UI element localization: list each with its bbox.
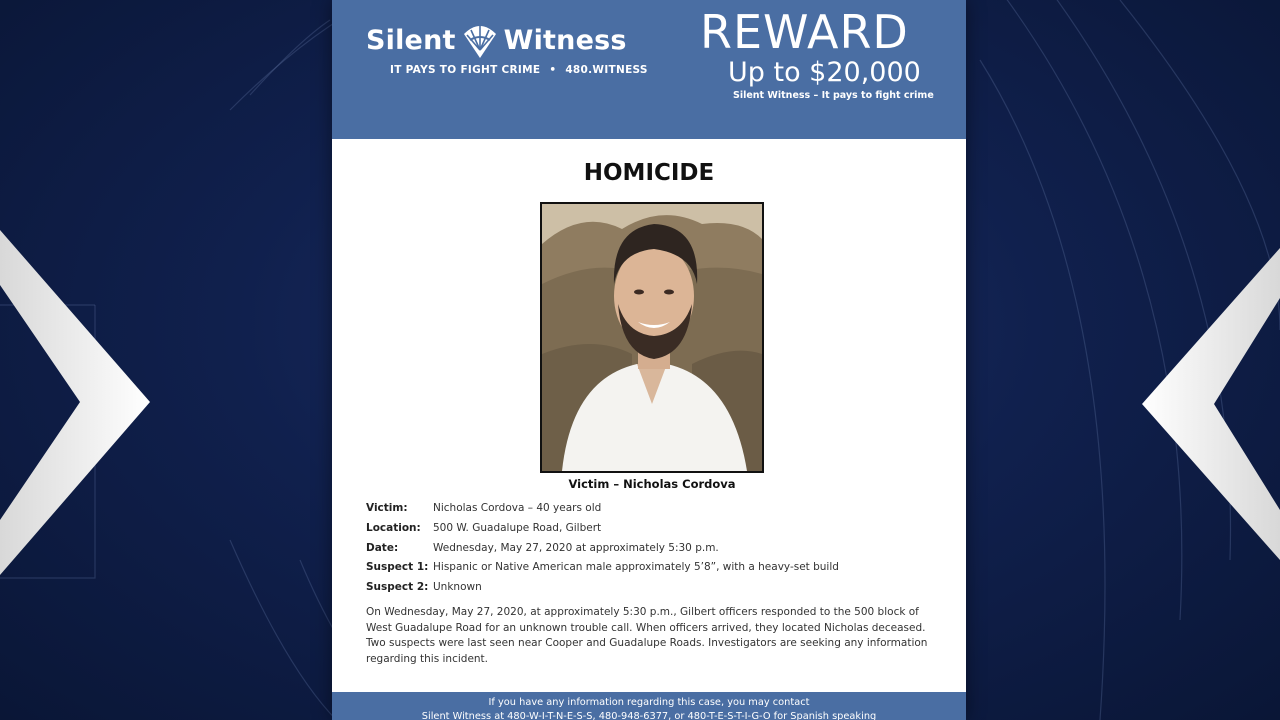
fact-label: Suspect 2: [366,581,429,594]
fact-row-date [366,540,946,560]
reward-amount: Up to $20,000 [728,57,921,88]
victim-photo [540,202,764,473]
fact-row-suspect-1 [366,559,946,579]
fact-label: Location: [366,521,421,534]
fact-value: Hispanic or Native American male approximately 5’8”, with a heavy-set build [433,561,839,574]
case-facts [366,500,946,599]
fact-value: 500 W. Guadalupe Road, Gilbert [433,521,602,534]
brand-name [366,20,666,60]
footer-line-2: Silent Witness at 480-W-I-T-N-E-S-S, 480-948-6377, or 480-T-E-S-T-I-G-O for Spanish speaking [421,711,877,720]
flyer-header [332,0,966,139]
crime-type-heading: HOMICIDE [583,160,715,186]
brand-name-right: Witness [503,24,627,56]
silent-witness-brand [366,20,666,76]
photo-caption: Victim – Nicholas Cordova [568,477,736,491]
fact-value: Unknown [433,581,482,594]
silent-witness-logo-icon [462,20,498,60]
fact-row-victim [366,500,946,520]
brand-tagline [390,64,666,76]
brand-name-left: Silent [366,24,456,56]
reward-subtitle: Silent Witness – It pays to fight crime [733,90,934,101]
right-chevron-graphic [1142,248,1280,560]
reward-flyer [332,0,966,720]
fact-label: Victim: [366,502,408,514]
flyer-footer [332,692,966,720]
fact-row-location [366,520,946,540]
fact-row-suspect-2 [366,579,946,599]
reward-block [700,6,960,101]
fact-value: Nicholas Cordova – 40 years old [433,502,602,514]
tagline-separator: • [549,64,557,76]
fact-value: Wednesday, May 27, 2020 at approximately 5:30 p.m. [433,541,719,554]
tagline-right: 480.WITNESS [565,64,648,76]
case-narrative: On Wednesday, May 27, 2020, at approximately 5:30 p.m., Gilbert officers responded to the 500 block of West Guadalupe Road for an unknown trouble call. When officers arrived, they located Nicholas deceased. Two suspects were last seen near Cooper and Guadalupe Roads. Investigators are seeking any information regarding this incident. [366,606,928,665]
footer-line-1: If you have any information regarding this case, you may contact [488,697,810,708]
fact-label: Suspect 1: [366,561,429,574]
fact-label: Date: [366,541,399,554]
reward-title: REWARD [700,5,909,59]
left-chevron-graphic [0,230,150,575]
tagline-left: IT PAYS TO FIGHT CRIME [390,64,541,76]
